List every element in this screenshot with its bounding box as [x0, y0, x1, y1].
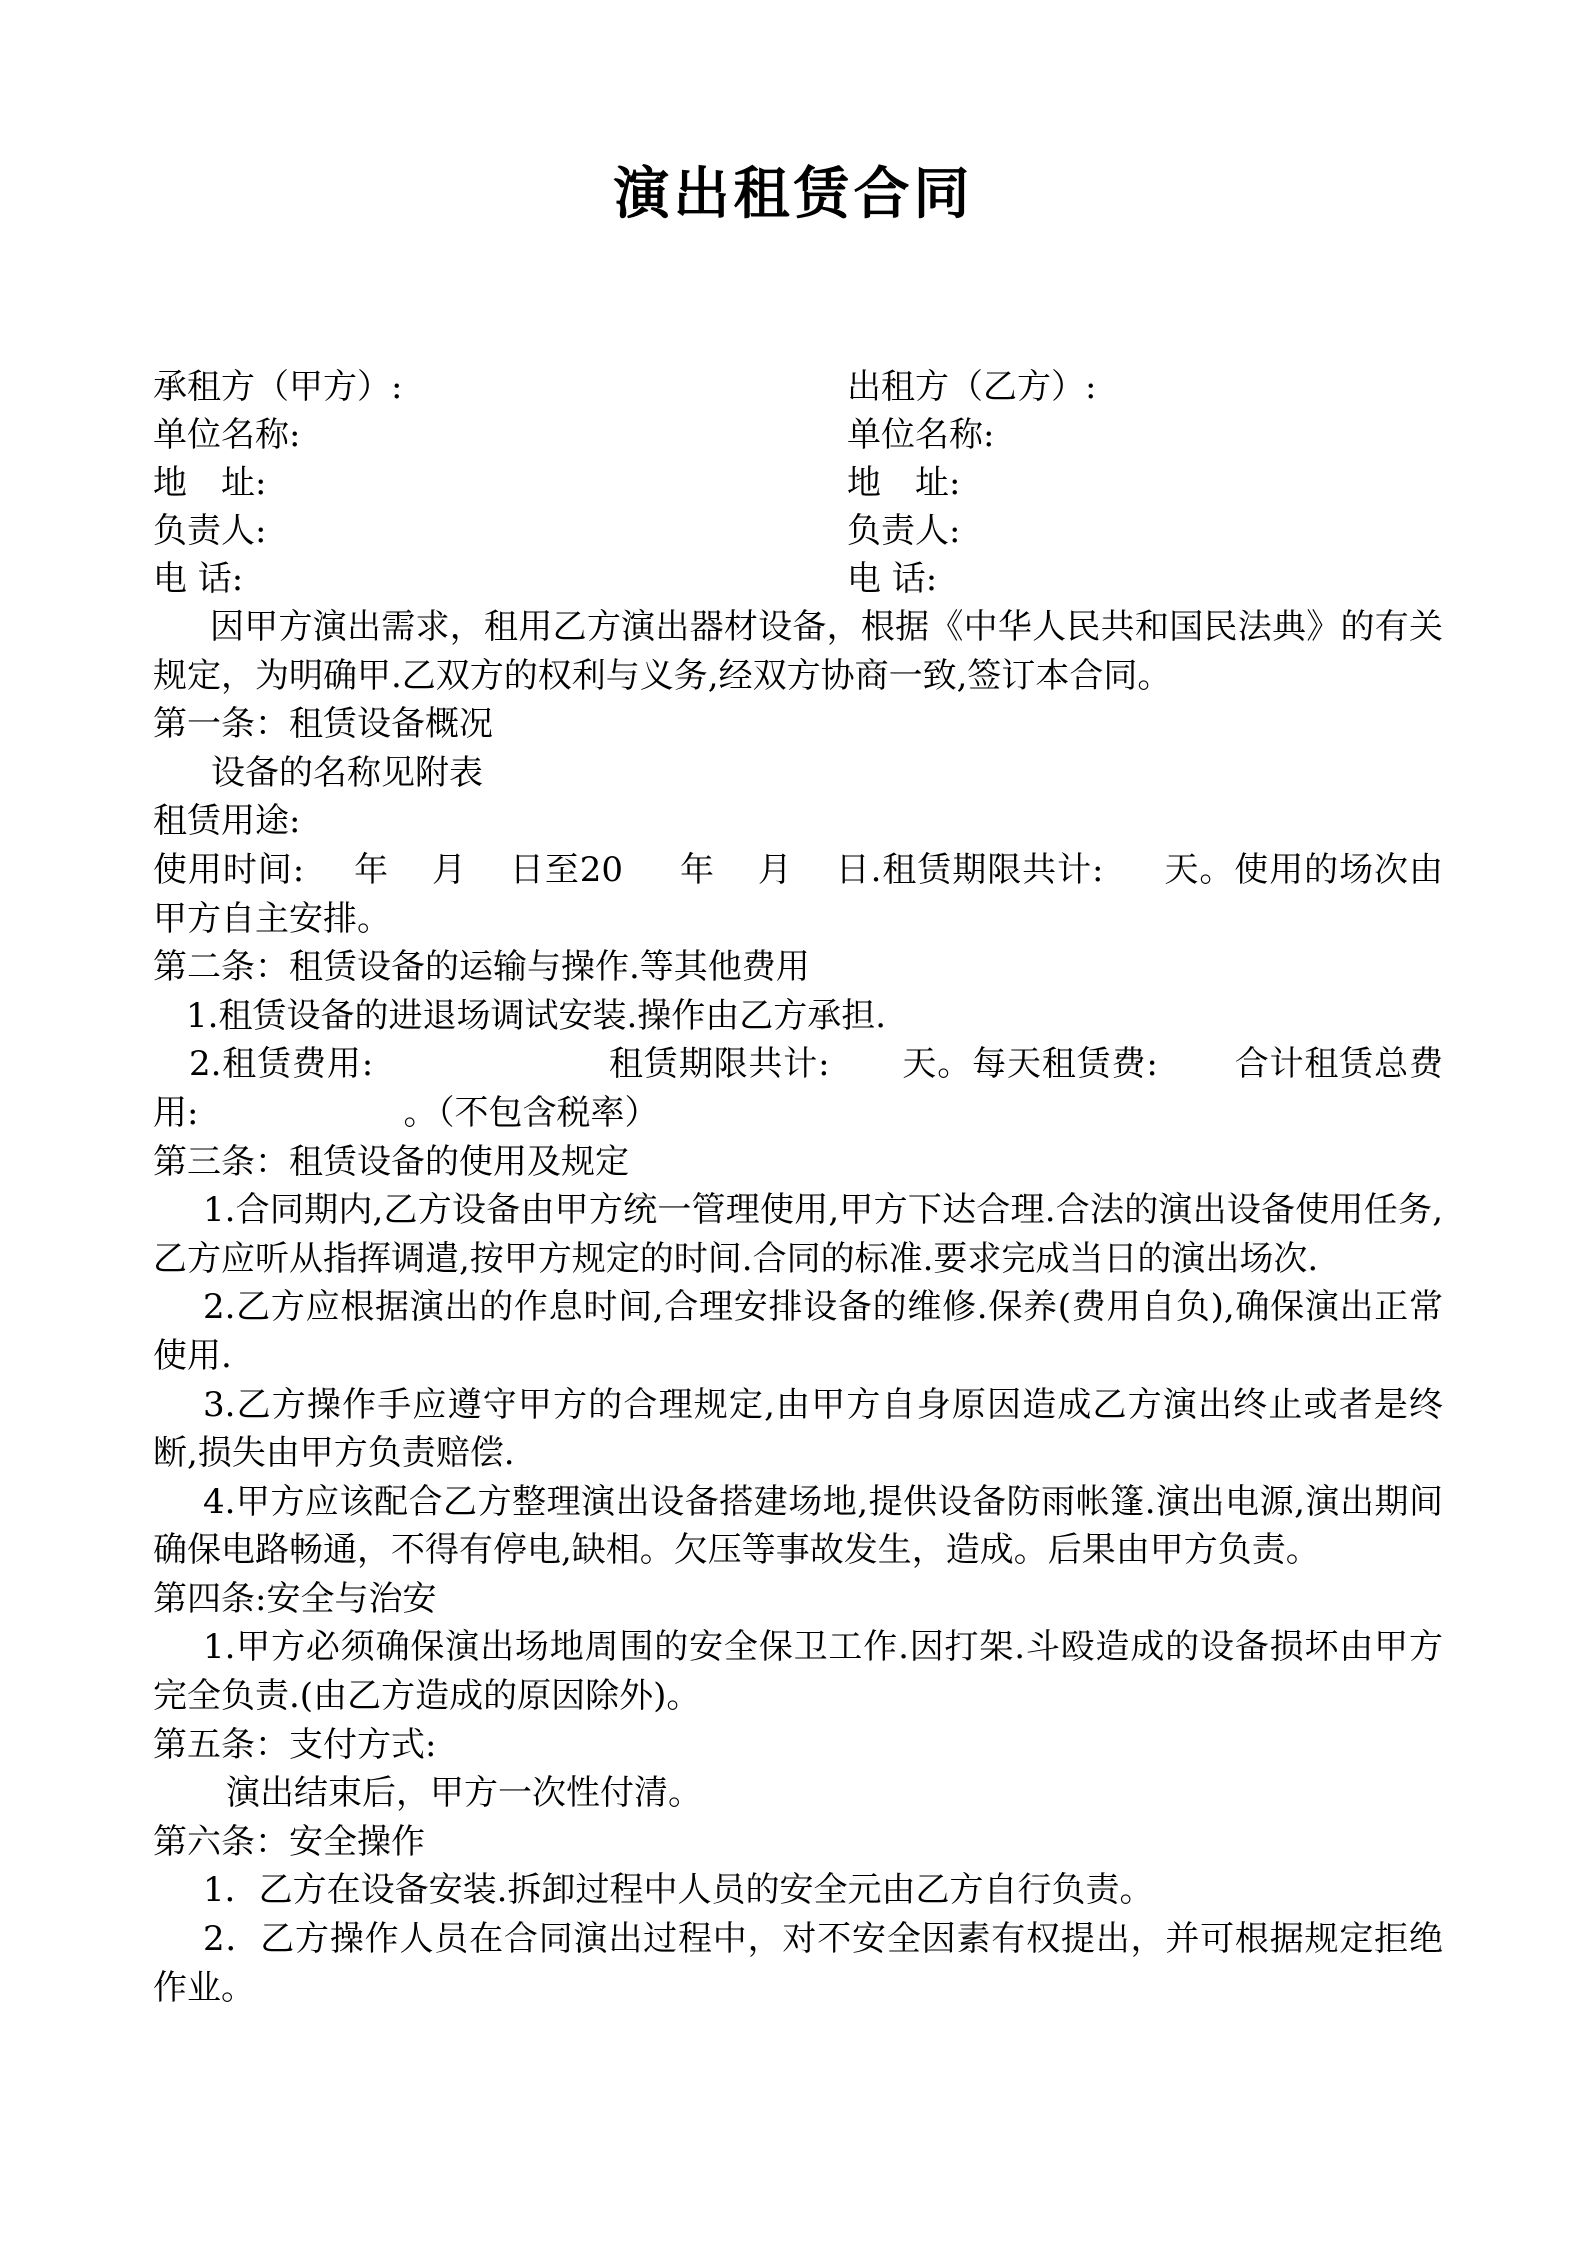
article-5-line: 演出结束后，甲方一次性付清。 [226, 1773, 702, 1814]
usage-time-days: 天。使用的场次由甲方自主安排。 [153, 849, 1443, 939]
lessor-unit-label: 单位名称: [847, 415, 995, 455]
article-3-item-4: 4.甲方应该配合乙方整理演出设备搭建场地,提供设备防雨帐篷.演出电源,演出期间确保电路畅通，不得有停电,缺相。欠压等事故发生，造成。后果由甲方负责。 [153, 1481, 1443, 1571]
article-2-item-1: 1.租赁设备的进退场调试安装.操作由乙方承担. [186, 995, 887, 1036]
usage-time-year: 年 [353, 849, 390, 890]
lessor-label: 出租方（乙方）: [847, 367, 1097, 407]
tax-note: 。（不包含税率） [403, 1092, 659, 1133]
total-label-b: 总费用: [153, 1044, 1443, 1133]
daily-fee-label: 天。每天租赁费: [901, 1044, 1158, 1085]
rental-purpose: 租赁用途: [153, 801, 301, 842]
intro-paragraph: 因甲方演出需求，租用乙方演出器材设备，根据《中华人民共和国民法典》的有关规定，为明确甲.乙双方的权利与义务,经双方协商一致,签订本合同。 [153, 607, 1443, 696]
usage-time-label: 使用时间: [153, 849, 305, 890]
lessee-phone-label: 电 话: [153, 559, 244, 599]
lessee-label: 承租方（甲方）: [153, 367, 403, 407]
article-2-heading: 第二条：租赁设备的运输与操作.等其他费用 [153, 947, 810, 988]
party-row [153, 555, 1443, 603]
usage-time-paragraph [153, 846, 1443, 943]
usage-time-year-2: 年 [679, 849, 715, 890]
parties-block [153, 363, 1443, 603]
article-6-item-2: 2．乙方操作人员在合同演出过程中，对不安全因素有权提出，并可根据规定拒绝作业。 [153, 1919, 1443, 2008]
article-5-heading: 第五条：支付方式: [153, 1724, 437, 1765]
article-4-heading: 第四条:安全与治安 [153, 1578, 437, 1619]
rental-period-label: 租赁期限共计: [608, 1044, 830, 1085]
party-row [153, 459, 1443, 507]
usage-time-day-to: 日至20 [508, 849, 624, 890]
article-6-item-1: 1．乙方在设备安装.拆卸过程中人员的安全元由乙方自行负责。 [203, 1870, 1154, 1911]
article-1-heading: 第一条：租赁设备概况 [153, 704, 493, 745]
lessee-unit-label: 单位名称: [153, 415, 301, 455]
article-3-item-2: 2.乙方应根据演出的作息时间,合理安排设备的维修.保养(费用自负),确保演出正常使用. [153, 1287, 1443, 1376]
lessor-person-label: 负责人: [847, 511, 961, 551]
usage-time-month-2: 月 [756, 849, 793, 890]
total-label-a: 合计租赁 [1233, 1044, 1375, 1085]
usage-time-month: 月 [431, 849, 467, 890]
usage-time-day-period: 日.租赁期限共计: [834, 849, 1104, 890]
party-row [153, 507, 1443, 555]
article-3-item-1: 1.合同期内,乙方设备由甲方统一管理使用,甲方下达合理.合法的演出设备使用任务,乙方应听从指挥调遣,按甲方规定的时间.合同的标准.要求完成当日的演出场次. [153, 1190, 1443, 1279]
lessee-address-label: 地 址: [153, 463, 267, 503]
article-2-item-2 [153, 1040, 1443, 1137]
lessor-phone-label: 电 话: [847, 559, 938, 599]
lessor-address-label: 地 址: [847, 463, 961, 503]
contract-body [153, 603, 1443, 2012]
article-4-item-1: 1.甲方必须确保演出场地周围的安全保卫工作.因打架.斗殴造成的设备损坏由甲方完全负责.(由乙方造成的原因除外)。 [153, 1627, 1443, 1717]
document-title: 演出租赁合同 [613, 162, 974, 227]
article-1-line: 设备的名称见附表 [211, 752, 483, 793]
rental-fee-label: 2.租赁费用: [189, 1044, 374, 1085]
party-row [153, 411, 1443, 459]
lessee-person-label: 负责人: [153, 511, 267, 551]
article-3-item-3: 3.乙方操作手应遵守甲方的合理规定,由甲方自身原因造成乙方演出终止或者是终断,损失由甲方负责赔偿. [153, 1384, 1443, 1474]
article-3-heading: 第三条：租赁设备的使用及规定 [153, 1141, 629, 1182]
article-6-heading: 第六条：安全操作 [153, 1821, 425, 1862]
party-row [153, 363, 1443, 411]
